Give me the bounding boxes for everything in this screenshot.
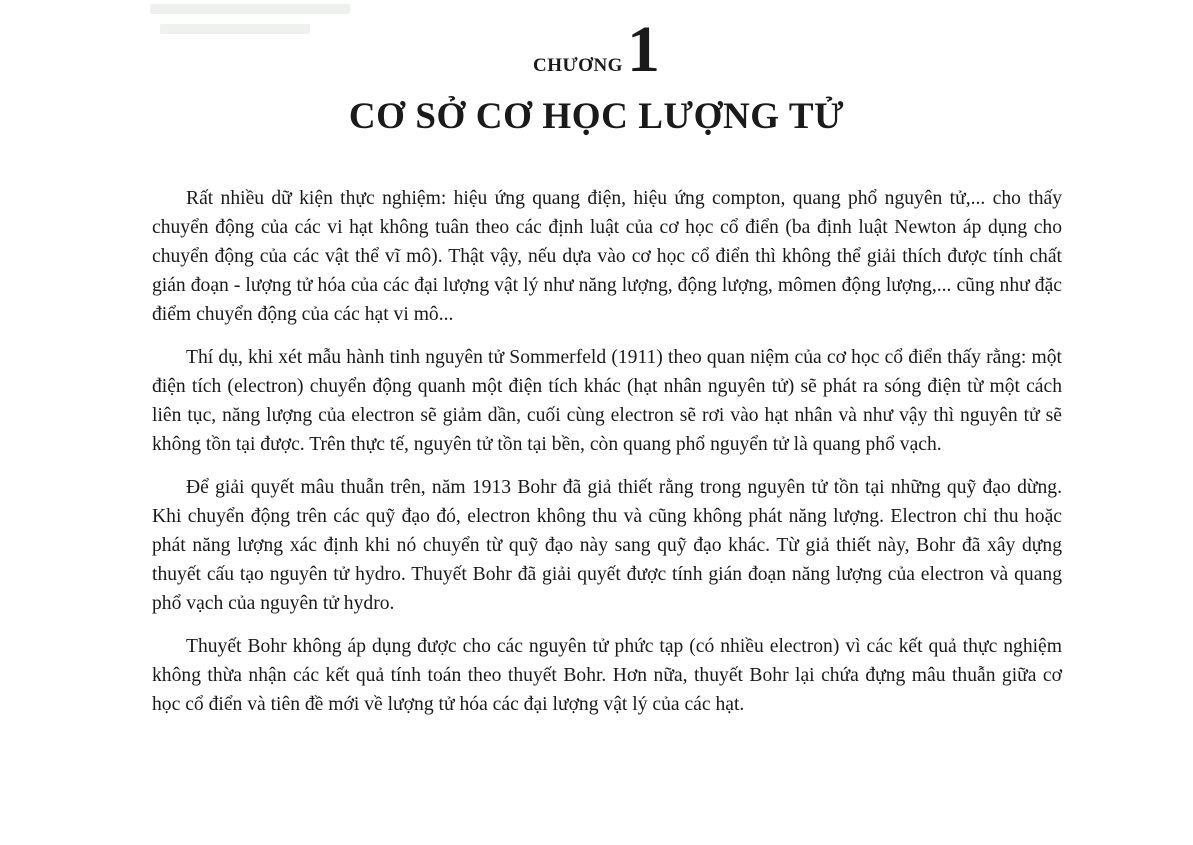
chapter-label: CHƯƠNG (533, 55, 623, 76)
chapter-number: 1 (626, 13, 660, 86)
paragraph-2: Thí dụ, khi xét mẫu hành tinh nguyên tử Sommerfeld (1911) theo quan niệm của cơ học cổ điển thấy rằng: một điện tích (electron) chuyển động quanh một điện tích khác (hạt nhân nguyên tử) sẽ phát ra sóng điện từ một cách liên tục, năng lượng của electron sẽ giảm dần, cuối cùng electron sẽ rơi vào hạt nhân và như vậy thì nguyên tử sẽ không tồn tại được. Trên thực tế, nguyên tử tồn tại bền, còn quang phổ nguyển tử là quang phổ vạch. (152, 347, 1062, 455)
paragraph-3: Để giải quyết mâu thuẫn trên, năm 1913 Bohr đã giả thiết rằng trong nguyên tử tồn tại những quỹ đạo dừng. Khi chuyển động trên các quỹ đạo đó, electron không thu và cũng không phát năng lượng. Electron chỉ thu hoặc phát năng lượng xác định khi nó chuyển từ quỹ đạo này sang quỹ đạo khác. Từ giả thiết này, Bohr đã xây dựng thuyết cấu tạo nguyên tử hydro. Thuyết Bohr đã giải quyết được tính gián đoạn năng lượng của electron và quang phổ vạch của nguyên tử hydro. (152, 477, 1062, 614)
chapter-title: CƠ SỞ CƠ HỌC LƯỢNG TỬ (348, 96, 845, 137)
chapter-heading (0, 13, 1193, 86)
scan-smudge (150, 4, 350, 14)
body-text (152, 184, 1062, 733)
paragraph-4: Thuyết Bohr không áp dụng được cho các nguyên tử phức tạp (có nhiều electron) vì các kết quả thực nghiệm không thừa nhận các kết quả tính toán theo thuyết Bohr. Hơn nữa, thuyết Bohr lại chứa đựng mâu thuẫn giữa cơ học cổ điển và tiên đề mới về lượng tử hóa các đại lượng vật lý của các hạt. (152, 636, 1062, 715)
paragraph-1: Rất nhiều dữ kiện thực nghiệm: hiệu ứng quang điện, hiệu ứng compton, quang phổ nguyên tử,... cho thấy chuyển động của các vi hạt không tuân theo các định luật của cơ học cổ điển (ba định luật Newton áp dụng cho chuyển động của các vật thể vĩ mô). Thật vậy, nếu dựa vào cơ học cổ điển thì không thể giải thích được tính chất gián đoạn - lượng tử hóa của các đại lượng vật lý như năng lượng, động lượng, mômen động lượng,... cũng như đặc điểm chuyển động của các hạt vi mô... (152, 188, 1062, 325)
